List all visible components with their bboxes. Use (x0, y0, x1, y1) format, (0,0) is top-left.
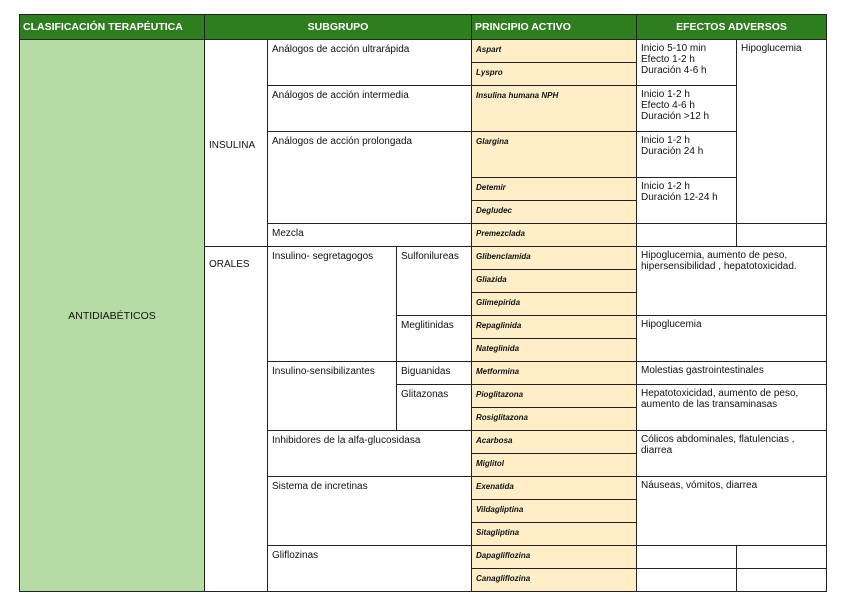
efecto-canagliflozina-empty (637, 569, 737, 592)
drug-aspart: Aspart (472, 40, 637, 63)
efecto-gliflozinas-empty-2 (737, 546, 827, 569)
biguanidas-label: Biguanidas (397, 362, 472, 385)
antidiabetic-table (19, 14, 827, 592)
sulfonilureas-label: Sulfonilureas (397, 247, 472, 316)
intermedia-label: Análogos de acción intermedia (268, 86, 472, 132)
drug-repaglinida: Repaglinida (472, 316, 637, 339)
sensibilizantes-label: Insulino-sensibilizantes (268, 362, 397, 431)
alfa-glucosidasa-label: Inhibidores de la alfa-glucosidasa (268, 431, 472, 477)
efecto-mezcla-empty-2 (737, 224, 827, 247)
drug-sitagliptina: Sitagliptina (472, 523, 637, 546)
glitazonas-label: Glitazonas (397, 385, 472, 431)
drug-canagliflozina: Canagliflozina (472, 569, 637, 592)
ultrarapida-label: Análogos de acción ultrarápida (268, 40, 472, 86)
header-principio: PRINCIPIO ACTIVO (472, 15, 637, 40)
drug-gliazida: Gliazida (472, 270, 637, 293)
drug-rosiglitazona: Rosiglitazona (472, 408, 637, 431)
efecto-detemir: Inicio 1-2 h Duración 12-24 h (637, 178, 737, 224)
drug-acarbosa: Acarbosa (472, 431, 637, 454)
clasificacion-cell: ANTIDIABÉTICOS (20, 40, 205, 592)
drug-miglitol: Miglitol (472, 454, 637, 477)
header-clasificacion: CLASIFICACIÓN TERAPÉUTICA (20, 15, 205, 40)
efecto-gliflozinas-empty (637, 546, 737, 569)
efecto-canagliflozina-empty-2 (737, 569, 827, 592)
mezcla-label: Mezcla (268, 224, 472, 247)
drug-nateglinida: Nateglinida (472, 339, 637, 362)
efecto-glitazonas: Hepatotoxicidad, aumento de peso, aumento de las transaminasas (637, 385, 827, 431)
drug-degludec: Degludec (472, 201, 637, 224)
efecto-biguanidas: Molestias gastrointestinales (637, 362, 827, 385)
insulina-label: INSULINA (205, 40, 268, 247)
efecto-ultrarapida: Inicio 5-10 min Efecto 1-2 h Duración 4-6 h (637, 40, 737, 86)
efecto-intermedia: Inicio 1-2 h Efecto 4-6 h Duración >12 h (637, 86, 737, 132)
efecto-mezcla-empty (637, 224, 737, 247)
drug-metformina: Metformina (472, 362, 637, 385)
efecto-glargina: Inicio 1-2 h Duración 24 h (637, 132, 737, 178)
efecto-meglitinidas: Hipoglucemia (637, 316, 827, 362)
drug-lyspro: Lyspro (472, 63, 637, 86)
efecto-insulina-comun: Hipoglucemia (737, 40, 827, 224)
header-efectos: EFECTOS ADVERSOS (637, 15, 827, 40)
incretinas-label: Sistema de incretinas (268, 477, 472, 546)
meglitinidas-label: Meglitinidas (397, 316, 472, 362)
drug-pioglitazona: Pioglitazona (472, 385, 637, 408)
drug-premezclada: Premezclada (472, 224, 637, 247)
drug-vildagliptina: Vildagliptina (472, 500, 637, 523)
efecto-alfa: Cólicos abdominales, flatulencias , diarrea (637, 431, 827, 477)
header-subgrupo: SUBGRUPO (205, 15, 472, 40)
drug-glibenclamida: Glibenclamida (472, 247, 637, 270)
drug-dapagliflozina: Dapagliflozina (472, 546, 637, 569)
drug-nph: Insulina humana NPH (472, 86, 637, 132)
prolongada-label: Análogos de acción prolongada (268, 132, 472, 224)
orales-label: ORALES (205, 247, 268, 592)
drug-glargina: Glargina (472, 132, 637, 178)
efecto-incretinas: Náuseas, vómitos, diarrea (637, 477, 827, 546)
gliflozinas-label: Gliflozinas (268, 546, 472, 592)
drug-exenatida: Exenatida (472, 477, 637, 500)
drug-glimepirida: Glimepirida (472, 293, 637, 316)
drug-detemir: Detemir (472, 178, 637, 201)
efecto-sulfonilureas: Hipoglucemia, aumento de peso, hipersensibilidad , hepatotoxicidad. (637, 247, 827, 316)
segretagogos-label: Insulino- segretagogos (268, 247, 397, 362)
